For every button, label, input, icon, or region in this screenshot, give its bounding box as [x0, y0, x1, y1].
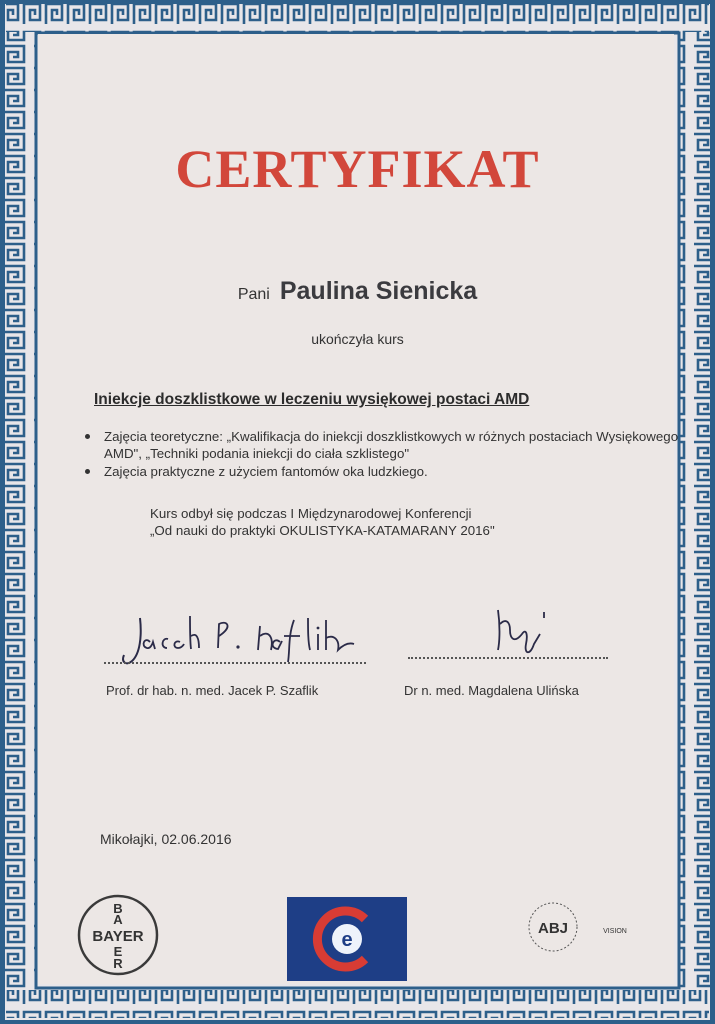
signature-ulinska: [484, 604, 574, 660]
completed-text: ukończyła kurs: [311, 331, 404, 347]
recipient-name: Paulina Sienicka: [279, 277, 478, 305]
conference-line-1: Kurs odbył się podczas I Międzynarodowej Konferencji: [150, 506, 472, 521]
svg-text:A: A: [113, 912, 123, 927]
e-logo: [287, 897, 407, 981]
signatory-name-1: Prof. dr hab. n. med. Jacek P. Szaflik: [106, 683, 319, 698]
bayer-logo: [76, 893, 160, 977]
salutation: Pani: [237, 286, 270, 303]
svg-text:R: R: [113, 956, 123, 971]
certificate-title: CERTYFIKAT: [175, 139, 540, 199]
bayer-logo-text-horizontal: BAYER: [92, 928, 144, 945]
conference-info: [150, 505, 495, 539]
course-title: Iniekcje doszklistkowe w leczeniu wysiękowej postaci AMD: [94, 391, 530, 408]
list-item: Zajęcia teoretyczne: „Kwalifikacja do iniekcji doszklistkowych w różnych postaciach Wysiękowego AMD", „Techniki podania iniekcji do ciała szklistego": [82, 428, 682, 462]
list-item: Zajęcia praktyczne z użyciem fantomów oka ludzkiego.: [82, 463, 682, 480]
svg-text:E: E: [113, 944, 123, 959]
e-logo-letter: e: [341, 929, 353, 951]
abj-logo-suffix: VISION: [603, 928, 627, 935]
abj-logo-text: ABJ: [537, 920, 569, 937]
conference-line-2: „Od nauki do praktyki OKULISTYKA-KATAMARANY 2016": [150, 523, 495, 538]
abj-vision-logo: [523, 893, 663, 963]
svg-text:B: B: [113, 901, 123, 916]
place-date: Mikołajki, 02.06.2016: [100, 831, 232, 847]
signature-szaflik: [118, 606, 368, 668]
signature-line-1: [104, 662, 366, 664]
recipient-line: [0, 277, 715, 306]
course-details-list: [82, 428, 682, 481]
signatory-name-2: Dr n. med. Magdalena Ulińska: [404, 683, 579, 698]
signature-line-2: [408, 657, 608, 659]
